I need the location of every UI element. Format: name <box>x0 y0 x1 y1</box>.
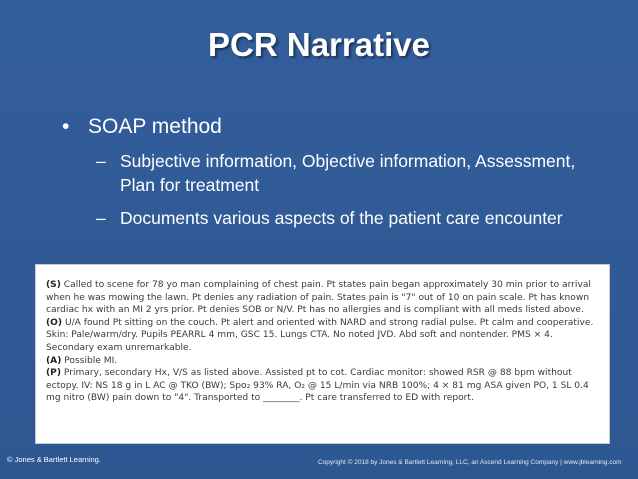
sub-item-text: Documents various aspects of the patient care encounter <box>120 208 563 228</box>
soap-a-label: (A) <box>46 355 62 366</box>
dash-icon: – <box>96 208 106 228</box>
copyright-right: Copyright © 2018 by Jones & Bartlett Learning, LLC, an Ascend Learning Company | www.jblearning.com <box>318 459 622 466</box>
dash-icon: – <box>96 151 106 171</box>
soap-example-panel <box>35 264 610 444</box>
soap-plan <box>46 367 602 405</box>
soap-objective <box>46 317 602 355</box>
bullet-soap-method <box>62 115 222 139</box>
bullet-dot-icon: • <box>62 115 70 138</box>
soap-s-label: (S) <box>46 280 61 290</box>
soap-assessment <box>46 355 602 368</box>
soap-o-text: U/A found Pt sitting on the couch. Pt alert and oriented with NARD and strong radial pulse. Pt calm and cooperative. Skin: Pale/warm/dry. Pupils PEARRL 4 mm, GSC 15. Lungs CTA. No noted JVD. Abd soft and nontender. PMS × 4. Secondary exam unremarkable. <box>46 317 594 353</box>
sub-item-text: Subjective information, Objective information, Assessment, Plan for treatment <box>120 151 576 195</box>
soap-p-label: (P) <box>46 368 61 379</box>
soap-a-text: Possible MI. <box>61 355 118 366</box>
copyright-left: © Jones & Bartlett Learning. <box>7 455 101 464</box>
soap-s-text: Called to scene for 78 yo man complaining of chest pain. Pt states pain began approximately 30 min prior to arrival when he was mowing the lawn. Pt denies any radiation of pain. States pain is "7" out of 10 on pain scale. Pt has known cardiac hx with an MI 2 yrs prior. Pt denies SOB or N/V. Pt has no allergies and is compliant with all meds listed above. <box>46 280 591 316</box>
soap-o-label: (O) <box>46 317 63 328</box>
sub-item-soap-components <box>96 149 596 197</box>
sub-item-documents <box>96 206 596 230</box>
soap-p-text: Primary, secondary Hx, V/S as listed above. Assisted pt to cot. Cardiac monitor: showed RSR @ 88 bpm without ectopy. IV: NS 18 g in L AC @ TKO (BW); Spo₂ 93% RA, O₂ @ 15 L/min via NRB 100%; 4 × 81 mg ASA given PO, 1 SL 0.4 mg nitro (BW) pain down to "4". Transported to ________. Pt care transferred to ED with report. <box>46 368 589 404</box>
bullet-text: SOAP method <box>88 115 222 138</box>
soap-subjective <box>46 279 602 317</box>
slide-title: PCR Narrative <box>208 26 430 63</box>
soap-narrative <box>46 279 602 405</box>
